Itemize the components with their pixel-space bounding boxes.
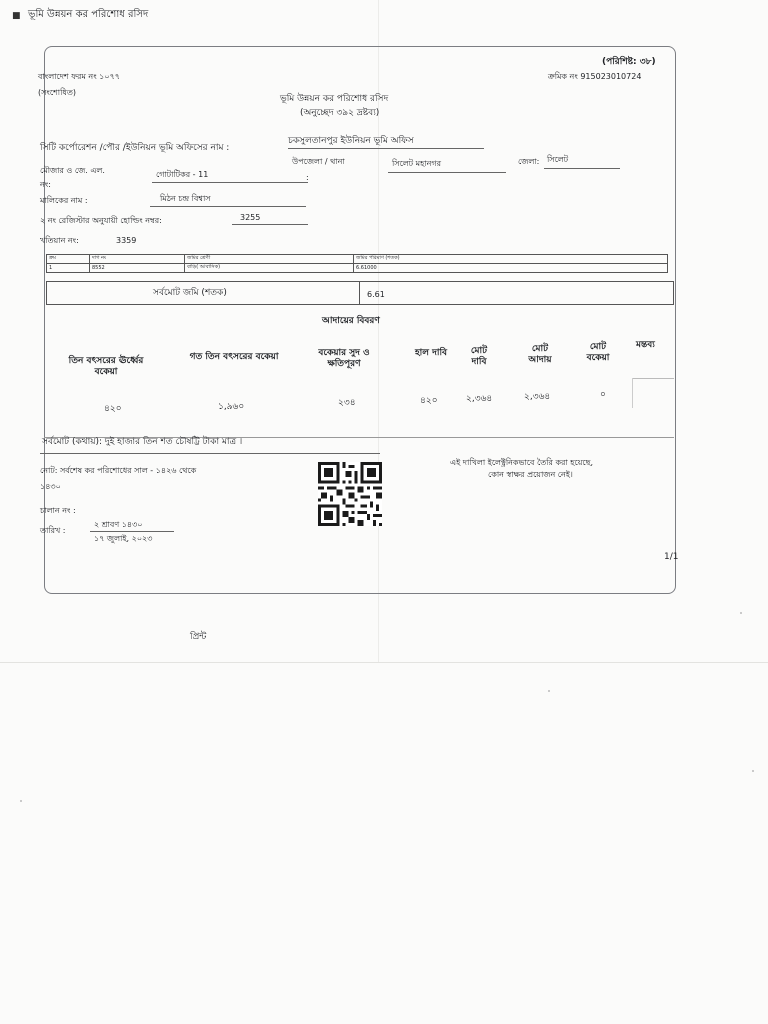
owner-value: মিঠন চন্দ্র বিশ্বাস xyxy=(160,194,211,203)
col-header-interest: বকেয়ার সুদ ও ক্ষতিপূরণ xyxy=(318,348,370,369)
owner-label: মালিকের নাম : xyxy=(40,196,88,205)
col-value-total-demand: ২,৩৬৪ xyxy=(466,394,493,404)
top-cropped-header: ভূমি উন্নয়ন কর পরিশোধ রসিদ xyxy=(28,9,149,20)
serial-number xyxy=(548,72,641,82)
page-number: 1/1 xyxy=(664,552,679,562)
col-value-total-due: ০ xyxy=(600,390,606,400)
electronic-note-2: কোন স্বাক্ষর প্রয়োজন নেই। xyxy=(488,470,573,479)
office-value: চকসুলতানপুর ইউনিয়ন ভূমি অফিস xyxy=(288,136,414,146)
land-header-serial: ক্রম xyxy=(47,255,90,264)
total-land-label: সর্বমোট জমি (শতক) xyxy=(153,288,227,298)
land-header-class: জমির শ্রেণী xyxy=(185,255,354,264)
collection-heading: আদায়ের বিবরণ xyxy=(322,316,380,326)
khatian-value: 3359 xyxy=(116,236,137,245)
serial-value: 915023010724 xyxy=(580,72,642,81)
appendix-label: (পরিশিষ্ট: ৩৮) xyxy=(602,57,656,67)
note-line-2: ১৪৩০ xyxy=(40,482,61,491)
col-value-last3yr: ১,৯৬০ xyxy=(218,402,245,412)
date-label: তারিখ : xyxy=(40,526,66,535)
qr-code-icon xyxy=(318,462,382,526)
mouza-value: গোটাটিকর - 11 xyxy=(156,170,209,179)
mouza-label: মৌজার ও জে. এল. xyxy=(40,166,105,175)
serial-label: ক্রমিক নং xyxy=(548,72,578,81)
upazila-colon: : xyxy=(306,173,309,182)
note-line-1: নোট: সর্বশেষ কর পরিশোধের সাল - ১৪২৬ থেকে xyxy=(40,466,197,475)
col-value-interest: ২৩৪ xyxy=(338,398,356,408)
challan-label: চালান নং : xyxy=(40,506,76,515)
total-land-box xyxy=(46,281,674,305)
col-header-total-due: মোট বকেয়া xyxy=(586,342,610,363)
total-land-value: 6.61 xyxy=(367,290,385,299)
land-cell-serial: 1 xyxy=(47,264,90,273)
col-header-total-demand: মোট দাবি xyxy=(470,346,488,367)
col-header-over3yr: তিন বৎসরের ঊর্ধ্বের বকেয়া xyxy=(68,356,144,377)
district-value: সিলেট xyxy=(547,155,569,164)
land-header-dag: দাগ নং xyxy=(90,255,185,264)
khatian-label: খতিয়ান নং: xyxy=(40,236,79,245)
land-cell-class: বাড়ি( আবাসিক) xyxy=(185,264,354,273)
form-number: বাংলাদেশ ফরম নং ১০৭৭ xyxy=(38,72,120,81)
office-label: সিটি কর্পোরেশন /পৌর /ইউনিয়ন ভূমি অফিসের নাম : xyxy=(40,143,230,153)
date-bangla: ২ শ্রাবণ ১৪৩০ xyxy=(94,520,143,529)
upazila-label: উপজেলা / থানা xyxy=(292,157,345,166)
col-header-last3yr: গত তিন বৎসরের বকেয়া xyxy=(189,352,279,362)
holding-value: 3255 xyxy=(240,213,261,222)
land-cell-amount: 6.61000 xyxy=(354,264,668,273)
col-value-current: ৪২০ xyxy=(420,396,438,406)
upazila-value: সিলেট মহানগর xyxy=(392,159,442,168)
district-label: জেলা: xyxy=(518,157,540,166)
receipt-title: ভূমি উন্নয়ন কর পরিশোধ রসিদ xyxy=(280,94,389,104)
top-mark: ■ xyxy=(12,11,21,21)
land-cell-dag: 8552 xyxy=(90,264,185,273)
receipt-subtitle: (অনুচ্ছেদ ৩৯২ দ্রষ্টব্য) xyxy=(300,108,380,118)
col-value-total-collected: ২,৩৬৪ xyxy=(524,392,551,402)
col-header-remarks: মন্তব্য xyxy=(636,340,655,350)
electronic-note-1: এই দাখিলা ইলেক্ট্রনিকভাবে তৈরি করা হয়েছে, xyxy=(450,458,594,467)
land-table xyxy=(46,254,668,273)
land-header-amount: জমির পরিমাণ (শতক) xyxy=(354,255,668,264)
date-english: ১৭ জুলাই, ২০২৩ xyxy=(94,534,153,543)
print-link[interactable]: প্রিন্ট xyxy=(190,632,207,642)
holding-label: ২ নং রেজিস্টার অনুযায়ী হোল্ডিং নম্বর: xyxy=(40,216,162,225)
col-header-current: হাল দাবি xyxy=(414,348,448,358)
mouza-label-2: নং: xyxy=(40,180,51,189)
revised-label: (সংশোধিত) xyxy=(38,88,77,97)
table-row xyxy=(47,264,668,273)
col-value-over3yr: ৪২০ xyxy=(104,404,122,414)
col-header-total-collected: মোট আদায় xyxy=(528,344,552,365)
total-in-words: সর্বমোট (কথায়): দুই হাজার তিন শত চৌষট্টি টাকা মাত্র । xyxy=(42,437,243,447)
